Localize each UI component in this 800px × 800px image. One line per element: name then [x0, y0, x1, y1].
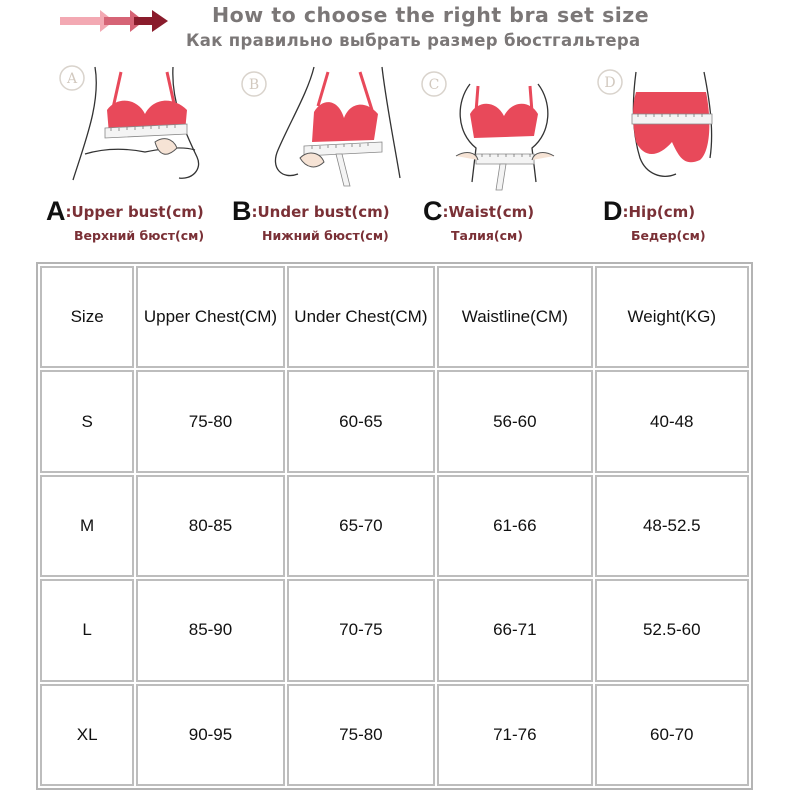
table-cell: 48-52.5: [595, 475, 749, 577]
caption-en-c: :Waist(cm): [442, 203, 535, 221]
figure-letter-b: B: [248, 77, 260, 93]
table-cell: 40-48: [595, 370, 749, 472]
hip-figure-icon: [592, 62, 772, 192]
table-header-row: [40, 266, 749, 368]
caption-upper-bust: [46, 196, 204, 243]
table-cell: 52.5-60: [595, 579, 749, 681]
caption-en-a: :Upper bust(cm): [65, 203, 204, 221]
table-cell: 60-70: [595, 684, 749, 786]
caption-en-b: :Under bust(cm): [251, 203, 390, 221]
figure-letter-c: C: [428, 77, 440, 93]
table-cell: 61-66: [437, 475, 592, 577]
table-cell: 90-95: [136, 684, 284, 786]
caption-letter-d: D: [603, 196, 623, 226]
table-cell: 66-71: [437, 579, 592, 681]
caption-ru-a: Верхний бюст(см): [74, 228, 205, 243]
figure-letter-d: D: [604, 75, 616, 91]
header: [0, 0, 800, 60]
caption-letter-c: C: [423, 196, 443, 226]
table-cell: 75-80: [287, 684, 435, 786]
table-cell: XL: [40, 684, 134, 786]
size-chart-table: [36, 262, 753, 790]
caption-waist: [423, 196, 534, 243]
table-cell: 56-60: [437, 370, 592, 472]
table-cell: M: [40, 475, 134, 577]
caption-en-d: :Hip(cm): [622, 203, 696, 221]
caption-letter-a: A: [46, 196, 66, 226]
caption-ru-d: Бедер(см): [631, 228, 706, 243]
figure-letter-a: A: [66, 71, 78, 87]
header-cell-under-chest: Under Chest(CM): [287, 266, 435, 368]
table-row: [40, 684, 749, 786]
upper-bust-figure-icon: [55, 62, 235, 192]
table-cell: 65-70: [287, 475, 435, 577]
table-row: [40, 370, 749, 472]
table-cell: L: [40, 579, 134, 681]
header-cell-weight: Weight(KG): [595, 266, 749, 368]
title-russian: Как правильно выбрать размер бюстгальтера: [186, 31, 641, 50]
caption-letter-b: B: [232, 196, 252, 226]
table-cell: 75-80: [136, 370, 284, 472]
title-english: How to choose the right bra set size: [212, 3, 650, 27]
table-cell: S: [40, 370, 134, 472]
table-cell: 60-65: [287, 370, 435, 472]
header-cell-waistline: Waistline(CM): [437, 266, 592, 368]
under-bust-figure-icon: [232, 62, 412, 192]
table-cell: 70-75: [287, 579, 435, 681]
header-cell-upper-chest: Upper Chest(CM): [136, 266, 284, 368]
caption-hip: [603, 196, 706, 243]
table-cell: 80-85: [136, 475, 284, 577]
table-row: [40, 579, 749, 681]
caption-ru-c: Талия(см): [451, 228, 523, 243]
triple-arrow-icon: [60, 6, 180, 36]
table-row: [40, 475, 749, 577]
table-cell: 71-76: [437, 684, 592, 786]
header-cell-size: Size: [40, 266, 134, 368]
waist-figure-icon: [420, 62, 600, 192]
caption-under-bust: [232, 196, 390, 243]
caption-ru-b: Нижний бюст(см): [262, 228, 389, 243]
table-cell: 85-90: [136, 579, 284, 681]
